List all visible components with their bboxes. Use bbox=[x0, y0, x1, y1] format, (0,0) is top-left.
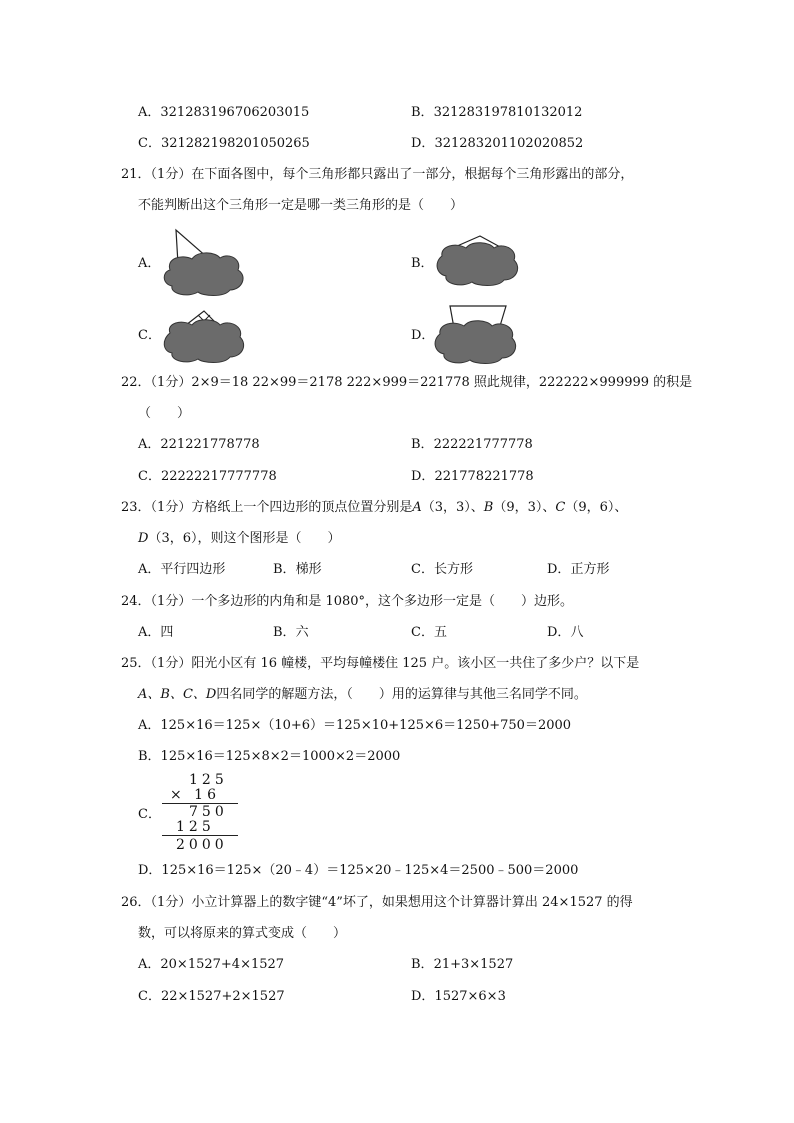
point-a-coord: （3，3）、 bbox=[421, 500, 484, 515]
q21-option-a-label[interactable]: A． bbox=[138, 256, 161, 271]
option-text: 22222217777778 bbox=[160, 469, 277, 484]
option-text: 六 bbox=[295, 625, 309, 640]
q23-option-a[interactable] bbox=[138, 562, 225, 578]
option-letter: D． bbox=[547, 625, 571, 640]
q26-option-b[interactable] bbox=[411, 957, 513, 973]
option-letter: C． bbox=[411, 562, 434, 577]
option-letter: D． bbox=[411, 989, 435, 1004]
q24-option-d[interactable] bbox=[547, 625, 583, 641]
q26-option-d[interactable] bbox=[411, 989, 506, 1005]
q21-option-d-label[interactable]: D． bbox=[411, 328, 435, 343]
q24-option-a[interactable] bbox=[138, 625, 173, 641]
option-text: 21+3×1527 bbox=[433, 957, 514, 972]
point-b: B bbox=[483, 500, 494, 515]
option-letter: D． bbox=[411, 136, 435, 151]
option-letter: C． bbox=[411, 625, 434, 640]
q21-stem-line2: 不能判断出这个三角形一定是哪一类三角形的是（ ） bbox=[138, 198, 464, 213]
q24-stem: 24．（1分）一个多边形的内角和是 1080°，这个多边形一定是（ ）边形。 bbox=[121, 594, 574, 609]
q22-stem-line1: 22．（1分）2×9＝18 22×99＝2178 222×999＝221778 照此规律，222222×999999 的积是 bbox=[121, 375, 693, 390]
vertical-row-multiplier: × 16 bbox=[170, 787, 220, 803]
option-text: 八 bbox=[570, 625, 584, 640]
option-letter: B． bbox=[273, 562, 296, 577]
q22-option-d[interactable] bbox=[411, 469, 534, 485]
q25-option-a[interactable]: A．125×16＝125×（10+6）＝125×10+125×6＝1250+750＝2000 bbox=[138, 718, 572, 733]
vertical-row-product: 2000 bbox=[176, 837, 228, 853]
q24-option-c[interactable] bbox=[411, 625, 447, 641]
option-letter: B． bbox=[411, 957, 434, 972]
point-c: C bbox=[555, 500, 566, 515]
q24-option-b[interactable] bbox=[273, 625, 309, 641]
option-letter: A． bbox=[138, 437, 161, 452]
option-text: 梯形 bbox=[295, 562, 322, 577]
option-text: 321282198201050265 bbox=[160, 136, 310, 151]
q21-figure-a bbox=[158, 226, 248, 298]
q21-figure-b bbox=[432, 232, 522, 294]
q23-option-b[interactable] bbox=[273, 562, 322, 578]
option-text: 321283201102020852 bbox=[434, 136, 584, 151]
option-text: 321283197810132012 bbox=[433, 105, 583, 120]
option-text: 正方形 bbox=[570, 562, 610, 577]
stem-text: 23．（1分）方格纸上一个四边形的顶点位置分别是 bbox=[121, 500, 413, 515]
q25-stem-line1: 25．（1分）阳光小区有 16 幢楼，平均每幢楼住 125 户。该小区一共住了多少户？以下是 bbox=[121, 656, 640, 671]
q20-option-d[interactable] bbox=[411, 136, 583, 152]
point-d-coord: （3，6），则这个图形是（ ） bbox=[148, 531, 341, 546]
option-letter: A． bbox=[138, 562, 161, 577]
q26-stem-line2: 数，可以将原来的算式变成（ ） bbox=[138, 926, 347, 941]
option-letter: C． bbox=[138, 989, 161, 1004]
option-text: 四 bbox=[160, 625, 174, 640]
option-letter: B． bbox=[411, 437, 434, 452]
option-text: 321283196706203015 bbox=[160, 105, 310, 120]
point-c-coord: （9，6）、 bbox=[565, 500, 628, 515]
q21-stem-line1: 21．（1分）在下面各图中，每个三角形都只露出了一部分，根据每个三角形露出的部分， bbox=[121, 167, 634, 182]
q23-option-c[interactable] bbox=[411, 562, 473, 578]
option-letter: A． bbox=[138, 625, 161, 640]
q20-option-b[interactable] bbox=[411, 105, 582, 121]
q20-option-c[interactable] bbox=[138, 136, 310, 152]
option-letter: D． bbox=[547, 562, 571, 577]
option-letter: A． bbox=[138, 957, 161, 972]
point-b-coord: （9，3）、 bbox=[493, 500, 556, 515]
option-text: 1527×6×3 bbox=[434, 989, 506, 1004]
q25-option-d[interactable]: D．125×16＝125×（20﹣4）＝125×20﹣125×4＝2500﹣500＝2000 bbox=[138, 863, 579, 878]
option-letter: A． bbox=[138, 105, 161, 120]
q21-option-b-label[interactable]: B． bbox=[411, 256, 434, 271]
point-d: D bbox=[138, 531, 149, 546]
vertical-row-multiplicand: 125 bbox=[189, 772, 228, 788]
option-letter: D． bbox=[411, 469, 435, 484]
q21-option-c-label[interactable]: C． bbox=[138, 328, 161, 343]
q22-option-c[interactable] bbox=[138, 469, 277, 485]
q21-figure-c bbox=[158, 303, 248, 365]
q23-stem-line1 bbox=[121, 500, 627, 516]
q23-stem-line2 bbox=[138, 531, 340, 547]
option-text: 20×1527+4×1527 bbox=[160, 957, 285, 972]
student-letters: A、B、C、D bbox=[138, 687, 217, 702]
option-text: 22×1527+2×1527 bbox=[160, 989, 285, 1004]
q26-stem-line1: 26．（1分）小立计算器上的数字键“4”坏了，如果想用这个计算器计算出 24×1527 的得 bbox=[121, 895, 633, 910]
q20-option-a[interactable] bbox=[138, 105, 309, 121]
option-letter: C． bbox=[138, 469, 161, 484]
q22-option-a[interactable] bbox=[138, 437, 260, 453]
option-letter: C． bbox=[138, 136, 161, 151]
option-letter: B． bbox=[273, 625, 296, 640]
vertical-rule-2 bbox=[162, 835, 238, 836]
option-text: 平行四边形 bbox=[160, 562, 226, 577]
q23-option-d[interactable] bbox=[547, 562, 609, 578]
q26-option-a[interactable] bbox=[138, 957, 284, 973]
q22-stem-line2: （ ） bbox=[138, 406, 191, 421]
q22-option-b[interactable] bbox=[411, 437, 533, 453]
option-text: 222221777778 bbox=[433, 437, 533, 452]
stem-text: 四名同学的解题方法，（ ）用的运算律与其他三名同学不同。 bbox=[216, 687, 587, 702]
q25-option-c-label[interactable]: C． bbox=[138, 807, 161, 822]
option-text: 五 bbox=[433, 625, 447, 640]
point-a: A bbox=[412, 500, 422, 515]
option-letter: B． bbox=[411, 105, 434, 120]
option-text: 221778221778 bbox=[434, 469, 534, 484]
q21-figure-d bbox=[432, 302, 522, 368]
vertical-row-partial-1: 750 bbox=[189, 804, 228, 820]
q26-option-c[interactable] bbox=[138, 989, 285, 1005]
option-text: 221221778778 bbox=[160, 437, 260, 452]
q25-option-b[interactable]: B．125×16＝125×8×2＝1000×2＝2000 bbox=[138, 749, 401, 764]
vertical-row-partial-2: 125 bbox=[176, 819, 215, 835]
q25-stem-line2 bbox=[138, 687, 587, 703]
option-text: 长方形 bbox=[433, 562, 473, 577]
